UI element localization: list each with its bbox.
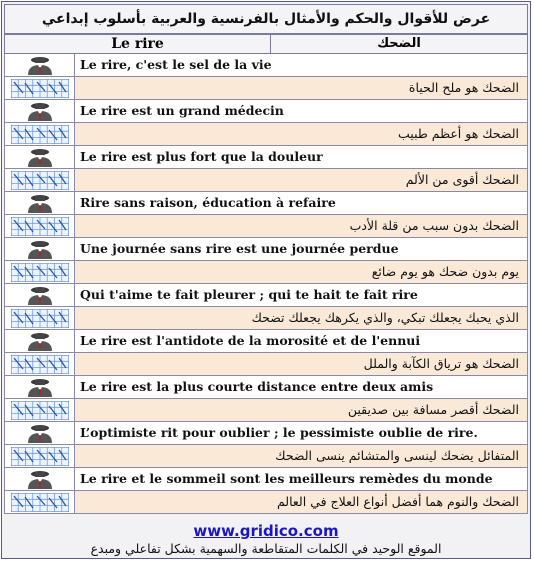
person-icon: [5, 54, 75, 76]
proverb-french-text: Le rire est la plus courte distance entre deux amis: [80, 379, 434, 394]
proverb-row-french: [4, 100, 528, 123]
crossword-grid-icon: [5, 399, 75, 421]
proverb-french-text: Le rire est plus fort que la douleur: [80, 149, 323, 164]
person-icon: [5, 330, 75, 352]
crossword-grid-icon: [5, 353, 75, 375]
site-tagline: الموقع الوحيد في الكلمات المتقاطعة والسهمية بشكل تفاعلي ومبدع: [90, 541, 442, 556]
proverb-french-text: L’optimiste rit pour oublier ; le pessimiste oublie de rire.: [80, 425, 478, 440]
person-icon: [5, 284, 75, 306]
crossword-grid-icon: [5, 307, 75, 329]
proverb-row-french: [4, 468, 528, 491]
proverb-row-arabic: [4, 353, 528, 376]
page-title: عرض للأقوال والحكم والأمثال بالفرنسية والعربية بأسلوب إبداعي: [4, 4, 528, 34]
proverb-arabic-text: المتفائل يضحك لينسى والمتشائم ينسى الضحك: [275, 448, 519, 463]
proverb-row-french: [4, 192, 528, 215]
proverbs-table: [1, 1, 531, 559]
proverb-french-text: Le rire est un grand médecin: [80, 103, 284, 118]
crossword-grid-icon: [5, 491, 75, 513]
proverb-arabic-text: الضحك بدون سبب من قلة الأدب: [349, 218, 519, 233]
person-icon: [5, 238, 75, 260]
person-icon: [5, 376, 75, 398]
proverb-arabic-text: الضحك والنوم هما أفضل أنواع العلاج في العالم: [276, 494, 519, 509]
proverb-french-text: Qui t'aime te fait pleurer ; qui te hait te fait rire: [80, 287, 418, 302]
crossword-grid-icon: [5, 169, 75, 191]
proverb-french-text: Une journée sans rire est une journée perdue: [80, 241, 399, 256]
proverb-arabic-text: يوم بدون ضحك هو يوم ضائع: [371, 264, 519, 279]
proverb-french-text: Le rire et le sommeil sont les meilleurs remèdes du monde: [80, 471, 493, 486]
proverb-row-french: [4, 422, 528, 445]
proverb-row-arabic: [4, 215, 528, 238]
proverb-row-arabic: [4, 399, 528, 422]
proverb-arabic-text: الضحك هو ملح الحياة: [408, 80, 519, 95]
person-icon: [5, 422, 75, 444]
proverb-row-french: [4, 54, 528, 77]
proverb-french-text: Le rire est l'antidote de la morosité et de l'ennui: [80, 333, 421, 348]
proverb-row-arabic: [4, 491, 528, 514]
proverb-arabic-text: الضحك هو أعظم طبيب: [398, 126, 519, 141]
proverb-arabic-text: الضحك هو ترياق الكآبة والملل: [363, 356, 519, 371]
crossword-grid-icon: [5, 123, 75, 145]
crossword-grid-icon: [5, 445, 75, 467]
table-header: [4, 34, 528, 54]
proverb-row-arabic: [4, 261, 528, 284]
proverb-row-arabic: [4, 169, 528, 192]
crossword-grid-icon: [5, 215, 75, 237]
proverb-row-arabic: [4, 445, 528, 468]
proverb-arabic-text: الضحك أقوى من الألم: [405, 172, 519, 187]
proverb-french-text: Le rire, c'est le sel de la vie: [80, 57, 272, 72]
proverb-row-french: [4, 146, 528, 169]
proverb-arabic-text: الضحك أقصر مسافة بين صديقين: [347, 402, 519, 417]
proverb-row-arabic: [4, 123, 528, 146]
person-icon: [5, 100, 75, 122]
person-icon: [5, 192, 75, 214]
footer: [4, 520, 528, 558]
person-icon: [5, 468, 75, 490]
proverb-row-arabic: [4, 77, 528, 100]
header-arabic: الضحك: [377, 36, 421, 51]
proverb-french-text: Rire sans raison, éducation à refaire: [80, 195, 336, 210]
proverb-row-french: [4, 376, 528, 399]
crossword-grid-icon: [5, 261, 75, 283]
site-link[interactable]: www.gridico.com: [193, 522, 339, 540]
proverb-row-french: [4, 330, 528, 353]
proverb-arabic-text: الذي يحبك يجعلك تبكي، والذي يكرهك يجعلك تضحك: [251, 310, 519, 325]
proverb-row-french: [4, 284, 528, 307]
header-french: Le rire: [5, 35, 271, 53]
crossword-grid-icon: [5, 77, 75, 99]
proverb-row-french: [4, 238, 528, 261]
proverb-row-arabic: [4, 307, 528, 330]
person-icon: [5, 146, 75, 168]
